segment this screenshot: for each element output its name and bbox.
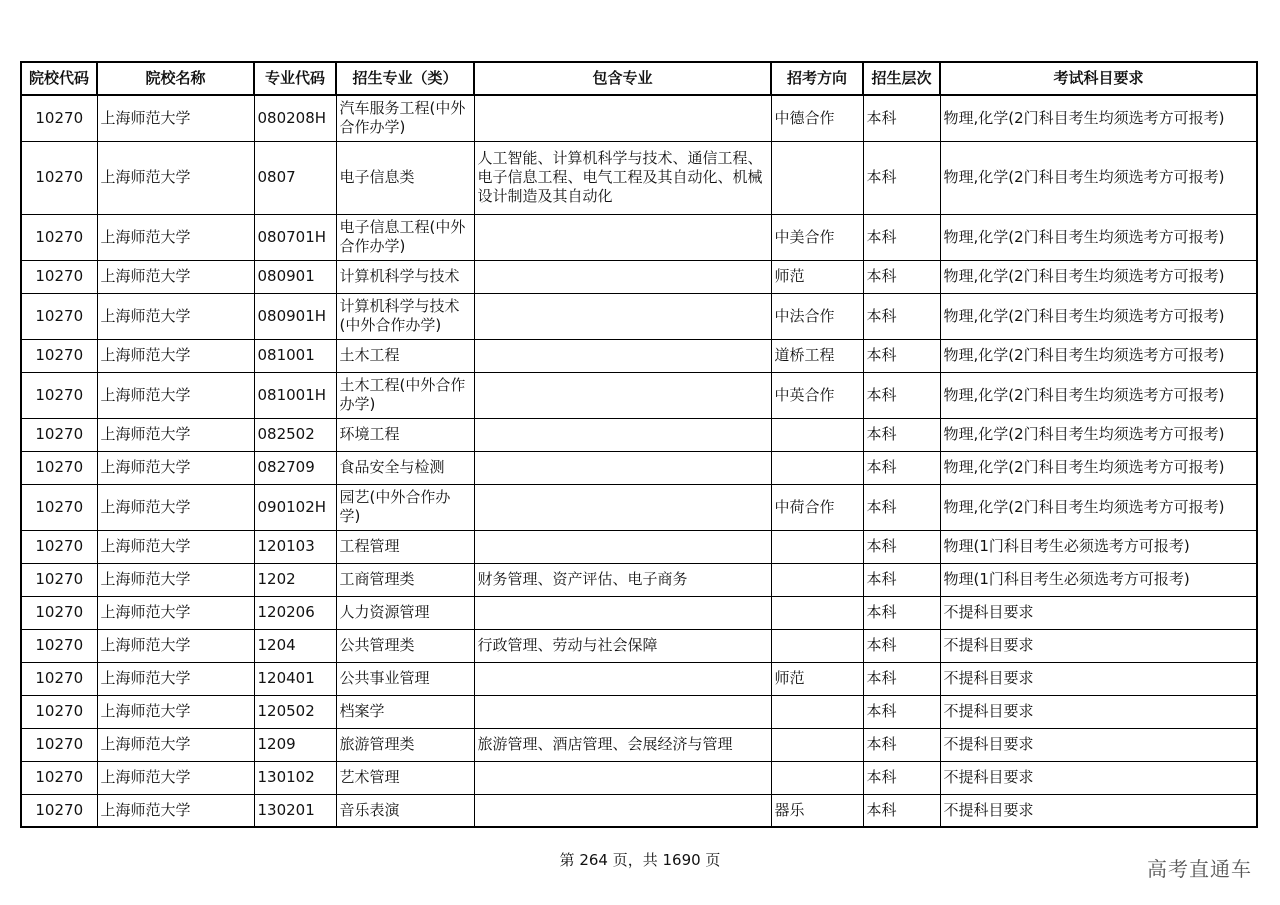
cell-school-code: 10270 xyxy=(21,794,97,827)
cell-major: 土木工程 xyxy=(336,339,474,372)
table-row xyxy=(21,141,1257,214)
cell-direction: 中美合作 xyxy=(771,214,863,260)
header-school-name: 院校名称 xyxy=(97,62,254,95)
cell-direction: 中法合作 xyxy=(771,293,863,339)
cell-included-majors xyxy=(474,372,771,418)
cell-level: 本科 xyxy=(863,761,940,794)
cell-school-code: 10270 xyxy=(21,530,97,563)
cell-included-majors xyxy=(474,418,771,451)
cell-level: 本科 xyxy=(863,260,940,293)
table-row xyxy=(21,418,1257,451)
cell-included-majors xyxy=(474,260,771,293)
cell-direction: 中英合作 xyxy=(771,372,863,418)
table-row xyxy=(21,563,1257,596)
cell-school-name: 上海师范大学 xyxy=(97,794,254,827)
cell-school-name: 上海师范大学 xyxy=(97,260,254,293)
cell-major-code: 130102 xyxy=(254,761,336,794)
cell-subject-requirement: 不提科目要求 xyxy=(940,695,1257,728)
table-row xyxy=(21,761,1257,794)
cell-level: 本科 xyxy=(863,141,940,214)
cell-level: 本科 xyxy=(863,728,940,761)
table-row xyxy=(21,451,1257,484)
cell-included-majors xyxy=(474,761,771,794)
cell-major-code: 081001 xyxy=(254,339,336,372)
header-school-code: 院校代码 xyxy=(21,62,97,95)
cell-direction xyxy=(771,596,863,629)
cell-included-majors xyxy=(474,95,771,141)
cell-school-code: 10270 xyxy=(21,662,97,695)
table-row xyxy=(21,214,1257,260)
cell-subject-requirement: 物理,化学(2门科目考生均须选考方可报考) xyxy=(940,260,1257,293)
cell-direction: 师范 xyxy=(771,662,863,695)
table-row xyxy=(21,339,1257,372)
cell-school-name: 上海师范大学 xyxy=(97,563,254,596)
cell-school-code: 10270 xyxy=(21,260,97,293)
cell-included-majors: 财务管理、资产评估、电子商务 xyxy=(474,563,771,596)
cell-included-majors xyxy=(474,530,771,563)
cell-level: 本科 xyxy=(863,484,940,530)
cell-direction xyxy=(771,451,863,484)
header-subject-requirement: 考试科目要求 xyxy=(940,62,1257,95)
cell-major: 园艺(中外合作办学) xyxy=(336,484,474,530)
cell-major-code: 130201 xyxy=(254,794,336,827)
cell-major: 档案学 xyxy=(336,695,474,728)
header-row xyxy=(21,62,1257,95)
cell-direction: 中德合作 xyxy=(771,95,863,141)
cell-included-majors: 旅游管理、酒店管理、会展经济与管理 xyxy=(474,728,771,761)
header-major: 招生专业（类） xyxy=(336,62,474,95)
cell-school-code: 10270 xyxy=(21,339,97,372)
header-included-majors: 包含专业 xyxy=(474,62,771,95)
cell-school-code: 10270 xyxy=(21,451,97,484)
table-row xyxy=(21,484,1257,530)
cell-major-code: 080901H xyxy=(254,293,336,339)
cell-level: 本科 xyxy=(863,794,940,827)
cell-level: 本科 xyxy=(863,418,940,451)
cell-major: 公共管理类 xyxy=(336,629,474,662)
cell-major: 食品安全与检测 xyxy=(336,451,474,484)
table-row xyxy=(21,95,1257,141)
cell-major: 音乐表演 xyxy=(336,794,474,827)
cell-major-code: 081001H xyxy=(254,372,336,418)
table-row xyxy=(21,260,1257,293)
cell-major: 汽车服务工程(中外合作办学) xyxy=(336,95,474,141)
header-major-code: 专业代码 xyxy=(254,62,336,95)
cell-school-code: 10270 xyxy=(21,728,97,761)
table-row xyxy=(21,293,1257,339)
cell-subject-requirement: 物理,化学(2门科目考生均须选考方可报考) xyxy=(940,484,1257,530)
cell-major-code: 080901 xyxy=(254,260,336,293)
cell-school-name: 上海师范大学 xyxy=(97,530,254,563)
cell-school-code: 10270 xyxy=(21,214,97,260)
cell-direction xyxy=(771,629,863,662)
cell-major: 计算机科学与技术(中外合作办学) xyxy=(336,293,474,339)
cell-direction xyxy=(771,728,863,761)
cell-direction xyxy=(771,695,863,728)
cell-subject-requirement: 不提科目要求 xyxy=(940,629,1257,662)
cell-major: 工商管理类 xyxy=(336,563,474,596)
cell-school-name: 上海师范大学 xyxy=(97,662,254,695)
cell-subject-requirement: 不提科目要求 xyxy=(940,761,1257,794)
cell-major: 旅游管理类 xyxy=(336,728,474,761)
cell-school-code: 10270 xyxy=(21,95,97,141)
table-row xyxy=(21,728,1257,761)
cell-school-name: 上海师范大学 xyxy=(97,761,254,794)
cell-school-name: 上海师范大学 xyxy=(97,372,254,418)
cell-school-code: 10270 xyxy=(21,293,97,339)
cell-school-code: 10270 xyxy=(21,629,97,662)
cell-level: 本科 xyxy=(863,339,940,372)
cell-subject-requirement: 物理(1门科目考生必须选考方可报考) xyxy=(940,530,1257,563)
page-number: 第 264 页，共 1690 页 xyxy=(559,851,721,869)
cell-direction xyxy=(771,418,863,451)
cell-major: 艺术管理 xyxy=(336,761,474,794)
cell-major-code: 1204 xyxy=(254,629,336,662)
cell-major: 工程管理 xyxy=(336,530,474,563)
cell-level: 本科 xyxy=(863,695,940,728)
cell-major-code: 120206 xyxy=(254,596,336,629)
cell-level: 本科 xyxy=(863,596,940,629)
cell-major: 土木工程(中外合作办学) xyxy=(336,372,474,418)
cell-major-code: 082502 xyxy=(254,418,336,451)
cell-subject-requirement: 不提科目要求 xyxy=(940,728,1257,761)
cell-included-majors xyxy=(474,214,771,260)
cell-major-code: 090102H xyxy=(254,484,336,530)
cell-subject-requirement: 不提科目要求 xyxy=(940,794,1257,827)
cell-included-majors xyxy=(474,695,771,728)
cell-major-code: 082709 xyxy=(254,451,336,484)
cell-school-name: 上海师范大学 xyxy=(97,484,254,530)
cell-included-majors xyxy=(474,293,771,339)
cell-school-name: 上海师范大学 xyxy=(97,695,254,728)
cell-included-majors xyxy=(474,484,771,530)
cell-school-name: 上海师范大学 xyxy=(97,214,254,260)
cell-major: 人力资源管理 xyxy=(336,596,474,629)
cell-school-name: 上海师范大学 xyxy=(97,141,254,214)
cell-level: 本科 xyxy=(863,95,940,141)
cell-included-majors xyxy=(474,339,771,372)
cell-subject-requirement: 物理(1门科目考生必须选考方可报考) xyxy=(940,563,1257,596)
table-row xyxy=(21,629,1257,662)
cell-direction xyxy=(771,530,863,563)
cell-subject-requirement: 物理,化学(2门科目考生均须选考方可报考) xyxy=(940,451,1257,484)
cell-school-name: 上海师范大学 xyxy=(97,629,254,662)
cell-subject-requirement: 不提科目要求 xyxy=(940,596,1257,629)
cell-school-name: 上海师范大学 xyxy=(97,95,254,141)
cell-direction xyxy=(771,761,863,794)
cell-school-name: 上海师范大学 xyxy=(97,418,254,451)
cell-school-code: 10270 xyxy=(21,484,97,530)
cell-level: 本科 xyxy=(863,293,940,339)
table-body xyxy=(21,95,1257,827)
cell-direction: 中荷合作 xyxy=(771,484,863,530)
cell-included-majors xyxy=(474,596,771,629)
cell-major-code: 080701H xyxy=(254,214,336,260)
cell-level: 本科 xyxy=(863,563,940,596)
table-row xyxy=(21,596,1257,629)
watermark-logo: 高考直通车 xyxy=(1147,857,1252,881)
cell-level: 本科 xyxy=(863,214,940,260)
cell-major: 电子信息类 xyxy=(336,141,474,214)
cell-direction: 器乐 xyxy=(771,794,863,827)
cell-major-code: 1202 xyxy=(254,563,336,596)
cell-school-name: 上海师范大学 xyxy=(97,293,254,339)
cell-major-code: 080208H xyxy=(254,95,336,141)
cell-major-code: 120401 xyxy=(254,662,336,695)
cell-school-name: 上海师范大学 xyxy=(97,339,254,372)
cell-school-code: 10270 xyxy=(21,695,97,728)
cell-major: 计算机科学与技术 xyxy=(336,260,474,293)
cell-included-majors: 人工智能、计算机科学与技术、通信工程、电子信息工程、电气工程及其自动化、机械设计制造及其自动化 xyxy=(474,141,771,214)
cell-subject-requirement: 物理,化学(2门科目考生均须选考方可报考) xyxy=(940,214,1257,260)
table-row xyxy=(21,794,1257,827)
cell-school-code: 10270 xyxy=(21,563,97,596)
cell-school-code: 10270 xyxy=(21,372,97,418)
cell-level: 本科 xyxy=(863,629,940,662)
cell-school-name: 上海师范大学 xyxy=(97,728,254,761)
cell-major: 环境工程 xyxy=(336,418,474,451)
cell-subject-requirement: 物理,化学(2门科目考生均须选考方可报考) xyxy=(940,372,1257,418)
cell-subject-requirement: 物理,化学(2门科目考生均须选考方可报考) xyxy=(940,95,1257,141)
cell-direction: 道桥工程 xyxy=(771,339,863,372)
cell-direction: 师范 xyxy=(771,260,863,293)
table-row xyxy=(21,372,1257,418)
cell-school-code: 10270 xyxy=(21,596,97,629)
cell-direction xyxy=(771,563,863,596)
cell-major-code: 0807 xyxy=(254,141,336,214)
cell-included-majors xyxy=(474,662,771,695)
table-row xyxy=(21,695,1257,728)
cell-included-majors: 行政管理、劳动与社会保障 xyxy=(474,629,771,662)
cell-major-code: 120502 xyxy=(254,695,336,728)
cell-major: 电子信息工程(中外合作办学) xyxy=(336,214,474,260)
cell-school-code: 10270 xyxy=(21,418,97,451)
header-direction: 招考方向 xyxy=(771,62,863,95)
cell-major-code: 120103 xyxy=(254,530,336,563)
cell-subject-requirement: 物理,化学(2门科目考生均须选考方可报考) xyxy=(940,418,1257,451)
cell-school-code: 10270 xyxy=(21,141,97,214)
cell-subject-requirement: 不提科目要求 xyxy=(940,662,1257,695)
cell-school-name: 上海师范大学 xyxy=(97,451,254,484)
cell-subject-requirement: 物理,化学(2门科目考生均须选考方可报考) xyxy=(940,141,1257,214)
cell-level: 本科 xyxy=(863,530,940,563)
cell-direction xyxy=(771,141,863,214)
enrollment-table xyxy=(20,61,1258,828)
cell-school-name: 上海师范大学 xyxy=(97,596,254,629)
cell-level: 本科 xyxy=(863,372,940,418)
cell-included-majors xyxy=(474,451,771,484)
table-row xyxy=(21,530,1257,563)
table-row xyxy=(21,662,1257,695)
cell-subject-requirement: 物理,化学(2门科目考生均须选考方可报考) xyxy=(940,293,1257,339)
cell-major-code: 1209 xyxy=(254,728,336,761)
cell-major: 公共事业管理 xyxy=(336,662,474,695)
cell-included-majors xyxy=(474,794,771,827)
cell-school-code: 10270 xyxy=(21,761,97,794)
header-level: 招生层次 xyxy=(863,62,940,95)
cell-level: 本科 xyxy=(863,662,940,695)
cell-subject-requirement: 物理,化学(2门科目考生均须选考方可报考) xyxy=(940,339,1257,372)
cell-level: 本科 xyxy=(863,451,940,484)
